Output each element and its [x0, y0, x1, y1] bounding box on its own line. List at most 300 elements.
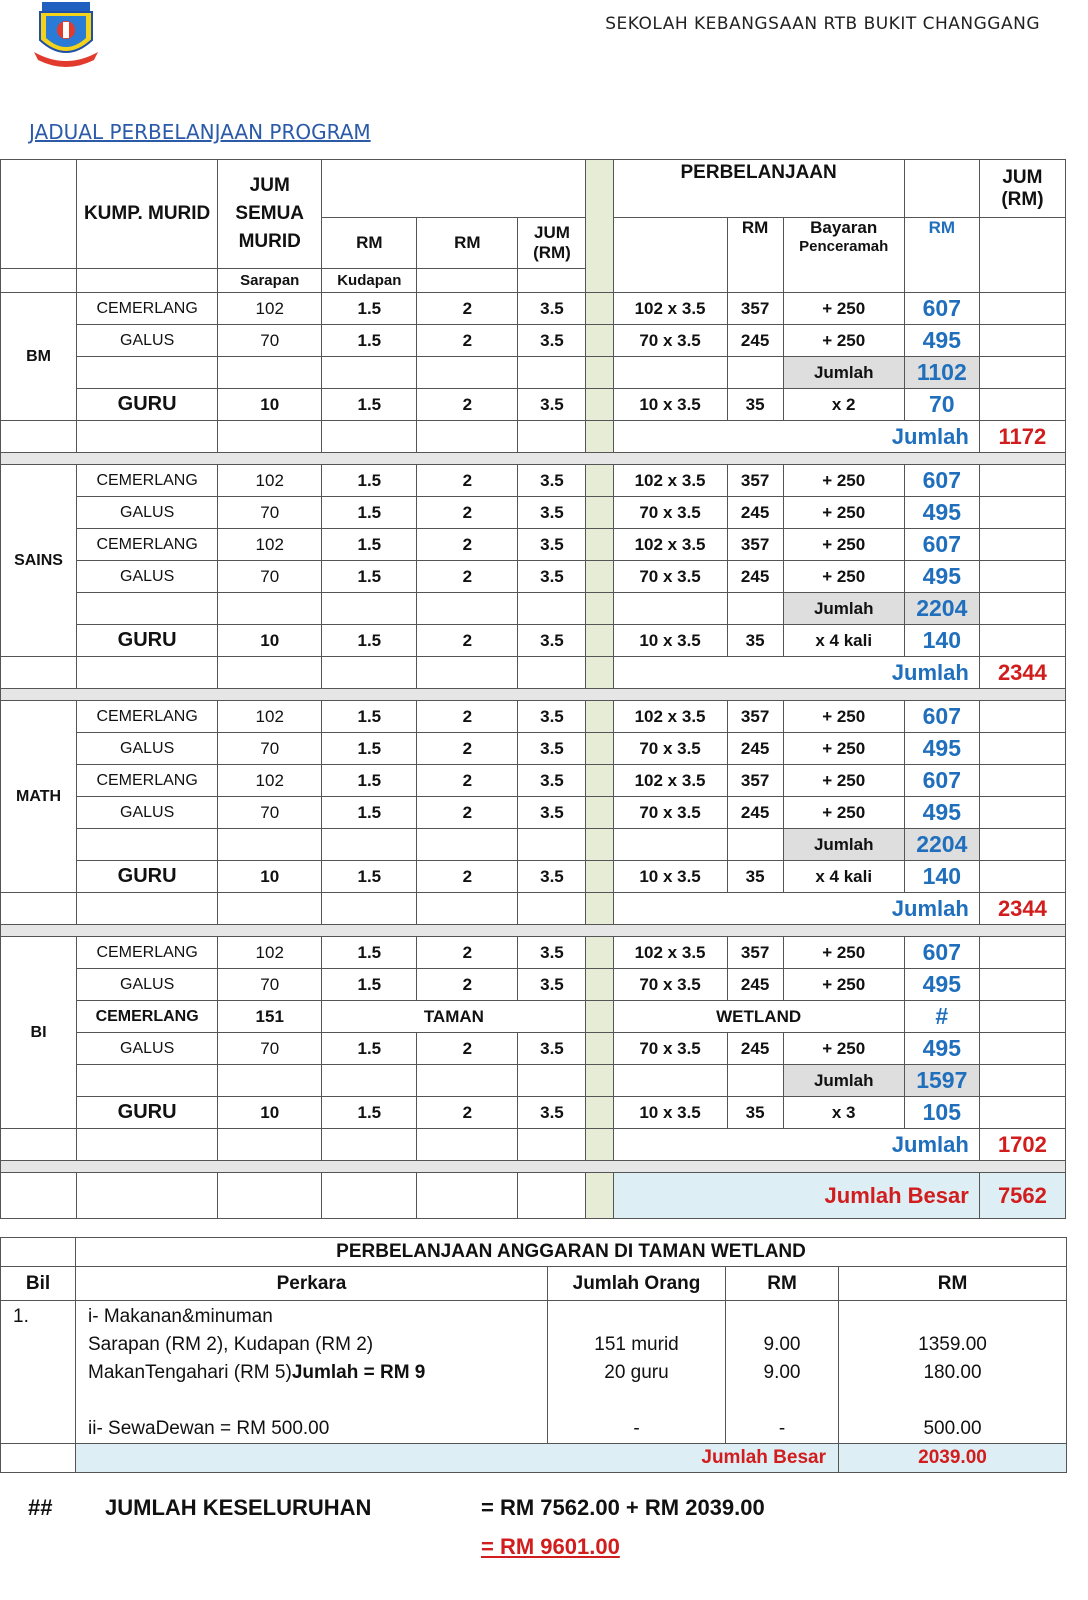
jum-cell: 3.5: [518, 701, 586, 733]
blank-cell: [613, 593, 727, 625]
separator-col: [586, 160, 613, 293]
blank-cell: [322, 1129, 417, 1161]
blank-cell: [979, 797, 1065, 829]
header-penceramah: Penceramah: [799, 238, 889, 255]
section-separator: [1, 453, 1066, 465]
header-bil: Bil: [1, 1267, 76, 1301]
blank-cell: [417, 1129, 518, 1161]
section-total-label: Jumlah: [613, 1129, 979, 1161]
guru-multiplier: x 2: [783, 389, 904, 421]
header-rm-total: RM: [839, 1267, 1067, 1301]
blank-cell: [218, 593, 322, 625]
rm-cell: 357: [727, 701, 783, 733]
blank-cell: [77, 421, 218, 453]
header-rm: RM: [726, 1267, 839, 1301]
kump-cell: CEMERLANG: [77, 701, 218, 733]
row-orang: [548, 1301, 726, 1444]
orang-2: 20 guru: [604, 1362, 669, 1383]
rm-cell: 357: [727, 765, 783, 797]
calc-cell: 70 x 3.5: [613, 497, 727, 529]
header-rm-sarapan: RM: [322, 218, 417, 269]
perkara-line2: Sarapan (RM 2), Kudapan (RM 2): [88, 1334, 374, 1355]
jum-cell: 3.5: [518, 497, 586, 529]
blank-cell: [77, 357, 218, 389]
rm-cell: 245: [727, 325, 783, 357]
count-cell: 102: [218, 765, 322, 797]
blank-cell: [979, 389, 1065, 421]
penceramah-cell: + 250: [783, 561, 904, 593]
kudapan-cell: 2: [417, 797, 518, 829]
guru-multiplier: x 4 kali: [783, 861, 904, 893]
separator-cell: [586, 497, 613, 529]
blank-cell: [322, 893, 417, 925]
blank-cell: [77, 1065, 218, 1097]
section-separator: [1, 1161, 1066, 1173]
group-label: MATH: [1, 701, 77, 893]
count-cell: 70: [218, 1033, 322, 1065]
blank-cell: [727, 593, 783, 625]
sarapan-cell: 1.5: [322, 561, 417, 593]
blank-cell: [979, 1033, 1065, 1065]
guru-rm: 35: [727, 861, 783, 893]
count-cell: 70: [218, 797, 322, 829]
calc-cell: 102 x 3.5: [613, 937, 727, 969]
wetland-table: [0, 1237, 1067, 1473]
section-separator: [1, 925, 1066, 937]
guru-count: 10: [218, 389, 322, 421]
separator-cell: [586, 1097, 613, 1129]
blank-cell: [322, 357, 417, 389]
jum-cell: 3.5: [518, 969, 586, 1001]
blank-cell: [979, 357, 1065, 389]
blank-cell: [77, 657, 218, 689]
count-cell: 102: [218, 465, 322, 497]
guru-calc: 10 x 3.5: [613, 625, 727, 657]
kudapan-cell: 2: [417, 465, 518, 497]
kudapan-cell: 2: [417, 529, 518, 561]
perkara-line1: i- Makanan&minuman: [88, 1306, 273, 1327]
guru-total: 140: [904, 861, 979, 893]
jum-cell: 3.5: [518, 529, 586, 561]
kump-cell: GALUS: [77, 497, 218, 529]
row-total: [839, 1301, 1067, 1444]
blank-cell: [1, 421, 77, 453]
separator-cell: [586, 1065, 613, 1097]
total-1: 1359.00: [918, 1334, 987, 1355]
kump-cell: CEMERLANG: [77, 529, 218, 561]
row-total: #: [904, 1001, 979, 1033]
count-cell: 102: [218, 293, 322, 325]
guru-total: 105: [904, 1097, 979, 1129]
blank-cell: [322, 829, 417, 861]
jb-blank: [1, 1444, 76, 1473]
sarapan-cell: 1.5: [322, 529, 417, 561]
header-bayaran: [783, 218, 904, 293]
rm-cell: 357: [727, 529, 783, 561]
kudapan-cell: 2: [417, 765, 518, 797]
blank-cell: [417, 1065, 518, 1097]
row-total: 607: [904, 937, 979, 969]
kump-cell: CEMERLANG: [77, 1001, 218, 1033]
row-perkara: [76, 1301, 548, 1444]
blank-cell: [727, 357, 783, 389]
separator-cell: [586, 829, 613, 861]
separator-cell: [586, 325, 613, 357]
header-perbelanjaan: PERBELANJAAN: [613, 160, 904, 218]
count-cell: 102: [218, 529, 322, 561]
blank-cell: [979, 1065, 1065, 1097]
row-total: 495: [904, 1033, 979, 1065]
rm-cell: 357: [727, 293, 783, 325]
guru-count: 10: [218, 861, 322, 893]
kump-cell: GALUS: [77, 733, 218, 765]
calc-cell: 70 x 3.5: [613, 733, 727, 765]
guru-calc: 10 x 3.5: [613, 389, 727, 421]
page-title: JADUAL PERBELANJAAN PROGRAM: [29, 120, 371, 144]
school-crest-logo: [30, 0, 102, 70]
separator-cell: [586, 357, 613, 389]
kudapan-cell: 2: [417, 293, 518, 325]
header-jum-rm: JUM (RM): [979, 160, 1065, 218]
calc-cell: 70 x 3.5: [613, 797, 727, 829]
jum-cell: 3.5: [518, 765, 586, 797]
blank-cell: [218, 829, 322, 861]
penceramah-cell: + 250: [783, 293, 904, 325]
blank-cell: [518, 1065, 586, 1097]
blank-cell: [417, 421, 518, 453]
blank-cell: [518, 1173, 586, 1219]
row-total: 607: [904, 293, 979, 325]
penceramah-cell: + 250: [783, 497, 904, 529]
count-cell: 70: [218, 497, 322, 529]
blank-cell: [518, 829, 586, 861]
guru-rm: 35: [727, 625, 783, 657]
kump-cell: GALUS: [77, 325, 218, 357]
separator-cell: [586, 1001, 613, 1033]
jum-cell: 3.5: [518, 797, 586, 829]
guru-kudapan: 2: [417, 389, 518, 421]
header-blank7: [417, 269, 518, 293]
blank-cell: [979, 1001, 1065, 1033]
guru-label: GURU: [77, 625, 218, 657]
summary-hash: ##: [28, 1495, 53, 1520]
blank-cell: [417, 657, 518, 689]
kump-cell: CEMERLANG: [77, 765, 218, 797]
perkara-line3a: MakanTengahari (RM 5): [88, 1362, 292, 1383]
blank-cell: [322, 1065, 417, 1097]
wetland-title: PERBELANJAAN ANGGARAN DI TAMAN WETLAND: [76, 1238, 1067, 1267]
guru-label: GURU: [77, 389, 218, 421]
rm-cell: 245: [727, 497, 783, 529]
header-rm-calc: RM: [727, 218, 783, 293]
count-cell: 102: [218, 701, 322, 733]
sarapan-cell: 1.5: [322, 765, 417, 797]
section-total-value: 2344: [979, 893, 1065, 925]
blank-cell: [518, 421, 586, 453]
header-rm-total: RM: [904, 218, 979, 293]
kudapan-cell: 2: [417, 1033, 518, 1065]
guru-total: 70: [904, 389, 979, 421]
kump-cell: GALUS: [77, 1033, 218, 1065]
guru-multiplier: x 3: [783, 1097, 904, 1129]
separator-cell: [586, 561, 613, 593]
total-3: 500.00: [923, 1418, 982, 1439]
penceramah-cell: + 250: [783, 465, 904, 497]
guru-jum: 3.5: [518, 861, 586, 893]
count-cell: 70: [218, 561, 322, 593]
guru-count: 10: [218, 1097, 322, 1129]
guru-jum: 3.5: [518, 1097, 586, 1129]
penceramah-cell: + 250: [783, 765, 904, 797]
separator-cell: [586, 657, 613, 689]
kudapan-cell: 2: [417, 561, 518, 593]
perkara-line3b: Jumlah = RM 9: [291, 1362, 426, 1383]
row-total: 495: [904, 733, 979, 765]
jum-cell: 3.5: [518, 733, 586, 765]
rm-cell: 245: [727, 969, 783, 1001]
separator-cell: [586, 293, 613, 325]
separator-cell: [586, 969, 613, 1001]
header-corner: [1, 160, 77, 269]
calc-cell: 102 x 3.5: [613, 529, 727, 561]
section-total-label: Jumlah: [613, 657, 979, 689]
separator-cell: [586, 893, 613, 925]
blank-cell: [218, 1173, 322, 1219]
blank-cell: [1, 893, 77, 925]
separator-cell: [586, 733, 613, 765]
blank-cell: [417, 1173, 518, 1219]
guru-calc: 10 x 3.5: [613, 1097, 727, 1129]
summary-label: JUMLAH KESELURUHAN: [105, 1495, 372, 1520]
kudapan-cell: 2: [417, 733, 518, 765]
subtotal-label: Jumlah: [783, 357, 904, 389]
blank-cell: [1, 1173, 77, 1219]
blank-cell: [417, 357, 518, 389]
blank-cell: [727, 1065, 783, 1097]
blank-cell: [518, 893, 586, 925]
header-kump: KUMP. MURID: [77, 160, 218, 269]
blank-cell: [417, 893, 518, 925]
rm-cell: 357: [727, 937, 783, 969]
guru-label: GURU: [77, 861, 218, 893]
calc-cell: 102 x 3.5: [613, 765, 727, 797]
header-rm-kudapan: RM: [417, 218, 518, 269]
count-cell: 70: [218, 733, 322, 765]
group-label: BM: [1, 293, 77, 421]
guru-multiplier: x 4 kali: [783, 625, 904, 657]
rm-3: -: [778, 1418, 786, 1439]
sarapan-cell: 1.5: [322, 497, 417, 529]
separator-cell: [586, 465, 613, 497]
rm-2: 9.00: [763, 1362, 801, 1383]
row-rm: [726, 1301, 839, 1444]
guru-sarapan: 1.5: [322, 1097, 417, 1129]
separator-cell: [586, 421, 613, 453]
header-blank3: [613, 218, 727, 293]
separator-cell: [586, 593, 613, 625]
calc-cell: 102 x 3.5: [613, 293, 727, 325]
orang-3: -: [633, 1418, 640, 1439]
group-label: BI: [1, 937, 77, 1129]
rm-cell: 245: [727, 733, 783, 765]
header-jum-rm-2: JUM (RM): [518, 218, 586, 269]
blank-cell: [979, 765, 1065, 797]
row-bil: 1.: [1, 1301, 76, 1444]
penceramah-cell: + 250: [783, 529, 904, 561]
blank-cell: [218, 893, 322, 925]
jumlah-besar-value: 7562: [979, 1173, 1065, 1219]
kudapan-cell: 2: [417, 325, 518, 357]
sarapan-cell: 1.5: [322, 465, 417, 497]
separator-cell: [586, 529, 613, 561]
subtotal-value: 1597: [904, 1065, 979, 1097]
header-bayaran-label: Bayaran: [810, 218, 878, 237]
header-blank4: [979, 218, 1065, 293]
row-total: 607: [904, 701, 979, 733]
blank-cell: [979, 969, 1065, 1001]
row-total: 607: [904, 529, 979, 561]
blank-cell: [77, 1129, 218, 1161]
separator-cell: [586, 797, 613, 829]
penceramah-cell: + 250: [783, 937, 904, 969]
separator-cell: [586, 1173, 613, 1219]
calc-cell: 70 x 3.5: [613, 325, 727, 357]
header-jumlah-orang: Jumlah Orang: [548, 1267, 726, 1301]
blank-cell: [77, 829, 218, 861]
guru-kudapan: 2: [417, 625, 518, 657]
separator-cell: [586, 861, 613, 893]
blank-cell: [218, 1129, 322, 1161]
row-total: 495: [904, 797, 979, 829]
wetland-jumlah-besar-label: Jumlah Besar: [76, 1444, 839, 1473]
rm-cell: 245: [727, 1033, 783, 1065]
guru-calc: 10 x 3.5: [613, 861, 727, 893]
blank-cell: [979, 593, 1065, 625]
blank-cell: [1, 1129, 77, 1161]
blank-cell: [218, 657, 322, 689]
kudapan-cell: 2: [417, 497, 518, 529]
calc-cell: 102 x 3.5: [613, 701, 727, 733]
subtotal-value: 2204: [904, 829, 979, 861]
blank-cell: [518, 657, 586, 689]
blank-cell: [322, 421, 417, 453]
blank-cell: [979, 465, 1065, 497]
kudapan-cell: 2: [417, 937, 518, 969]
group-label: SAINS: [1, 465, 77, 657]
jumlah-besar-label: Jumlah Besar: [613, 1173, 979, 1219]
header-blank5: [1, 269, 77, 293]
separator-cell: [586, 1033, 613, 1065]
blank-cell: [322, 593, 417, 625]
sarapan-cell: 1.5: [322, 325, 417, 357]
rm-1: 9.00: [763, 1334, 801, 1355]
calc-cell: 70 x 3.5: [613, 1033, 727, 1065]
school-name: SEKOLAH KEBANGSAAN RTB BUKIT CHANGGANG: [605, 14, 1040, 34]
penceramah-cell: + 250: [783, 325, 904, 357]
row-total: 495: [904, 969, 979, 1001]
guru-label: GURU: [77, 1097, 218, 1129]
guru-total: 140: [904, 625, 979, 657]
blank-cell: [727, 829, 783, 861]
wetland-corner: [1, 1238, 76, 1267]
subtotal-value: 1102: [904, 357, 979, 389]
guru-sarapan: 1.5: [322, 861, 417, 893]
penceramah-cell: + 250: [783, 733, 904, 765]
header-blank2: [904, 160, 979, 218]
jum-cell: 3.5: [518, 293, 586, 325]
summary-result: = RM 9601.00: [481, 1534, 620, 1559]
subtotal-label: Jumlah: [783, 829, 904, 861]
kump-cell: GALUS: [77, 969, 218, 1001]
sarapan-cell: 1.5: [322, 797, 417, 829]
summary-expr: = RM 7562.00 + RM 2039.00: [481, 1495, 765, 1520]
sarapan-cell: 1.5: [322, 733, 417, 765]
section-separator: [1, 689, 1066, 701]
blank-cell: [979, 529, 1065, 561]
blank-cell: [979, 701, 1065, 733]
subtotal-label: Jumlah: [783, 1065, 904, 1097]
guru-jum: 3.5: [518, 625, 586, 657]
kump-cell: GALUS: [77, 561, 218, 593]
blank-cell: [979, 293, 1065, 325]
blank-cell: [77, 1173, 218, 1219]
blank-cell: [518, 593, 586, 625]
count-cell: 151: [218, 1001, 322, 1033]
separator-cell: [586, 701, 613, 733]
expense-table: [0, 159, 1066, 1219]
header-jum-semua: JUM SEMUA MURID: [218, 160, 322, 269]
header-sarapan: Sarapan: [218, 269, 322, 293]
header-kudapan: Kudapan: [322, 269, 417, 293]
separator-cell: [586, 765, 613, 797]
penceramah-cell: + 250: [783, 797, 904, 829]
row-total: 607: [904, 465, 979, 497]
separator-cell: [586, 1129, 613, 1161]
blank-cell: [77, 593, 218, 625]
row-total: 495: [904, 497, 979, 529]
subtotal-value: 2204: [904, 593, 979, 625]
jum-cell: 3.5: [518, 325, 586, 357]
kudapan-cell: 2: [417, 969, 518, 1001]
rm-cell: 245: [727, 561, 783, 593]
blank-cell: [979, 561, 1065, 593]
guru-count: 10: [218, 625, 322, 657]
header-perkara: Perkara: [76, 1267, 548, 1301]
penceramah-cell: + 250: [783, 969, 904, 1001]
blank-cell: [613, 1065, 727, 1097]
sarapan-cell: 1.5: [322, 701, 417, 733]
calc-cell: 70 x 3.5: [613, 561, 727, 593]
blank-cell: [979, 325, 1065, 357]
rm-cell: 245: [727, 797, 783, 829]
blank-cell: [979, 733, 1065, 765]
separator-cell: [586, 625, 613, 657]
kump-cell: CEMERLANG: [77, 937, 218, 969]
row-total: 495: [904, 325, 979, 357]
perkara-line4: ii- SewaDewan = RM 500.00: [88, 1418, 330, 1439]
total-2: 180.00: [923, 1362, 982, 1383]
special-taman: TAMAN: [322, 1001, 586, 1033]
section-total-label: Jumlah: [613, 893, 979, 925]
header-blank: [322, 160, 586, 218]
section-total-label: Jumlah: [613, 421, 979, 453]
blank-cell: [979, 937, 1065, 969]
blank-cell: [417, 593, 518, 625]
count-cell: 102: [218, 937, 322, 969]
section-total-value: 1172: [979, 421, 1065, 453]
jum-cell: 3.5: [518, 561, 586, 593]
blank-cell: [322, 657, 417, 689]
